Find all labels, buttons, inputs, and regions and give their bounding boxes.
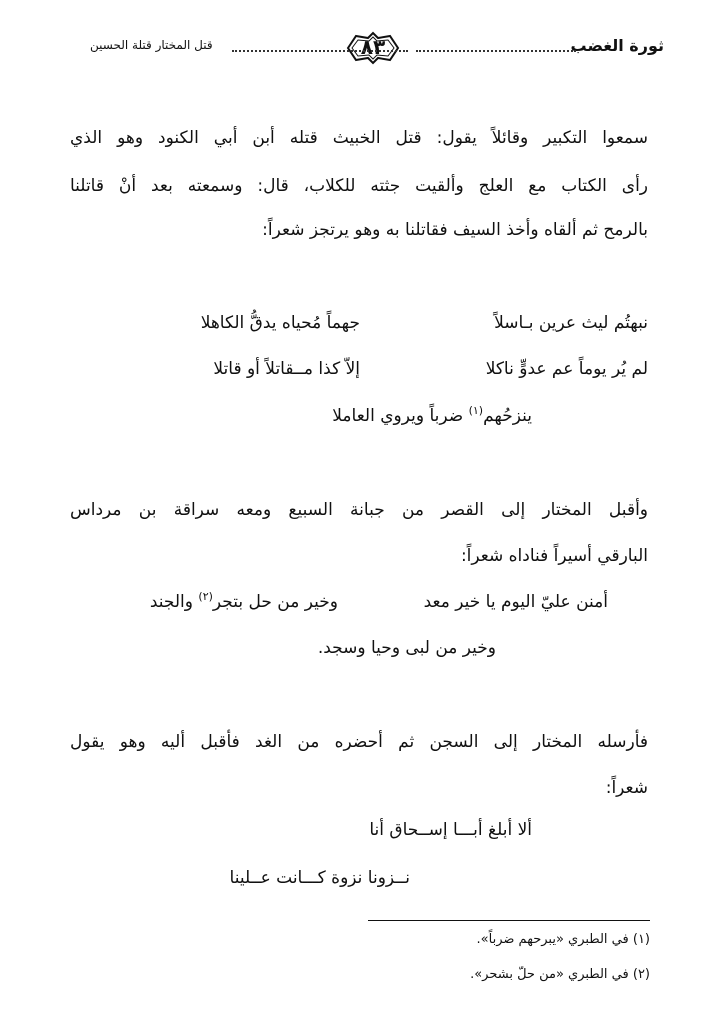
paragraph-line: رأى الكتاب مع العلج وألقيت جثته للكلاب، قال: وسمعته بعد أنْ قاتلنا: [70, 176, 648, 196]
paragraph-line: فأرسله المختار إلى السجن ثم أحضره من الغد فأقبل أليه وهو يقول: [70, 732, 648, 752]
verse-line: ألا أبلغ أبـــا إســحاق أنا: [369, 820, 532, 840]
paragraph-line: بالرمح ثم ألقاه وأخذ السيف فقاتلنا به وهو يرتجز شعراً:: [262, 220, 648, 240]
paragraph-line: البارقي أسيراً فناداه شعراً:: [460, 546, 648, 566]
verse-hemistich: نبهتُم ليث عرين بـاسلاً: [494, 313, 648, 333]
paragraph-line: شعراً:: [605, 778, 648, 798]
footnote-separator: [368, 920, 650, 921]
footnote: (٢) في الطبري «من حلّ بشحر».: [470, 967, 650, 982]
verse-hemistich: إلاّ كذا مــقاتلاً أو قاتلا: [213, 359, 360, 379]
verse-text: ينزحُهم: [483, 406, 532, 426]
verse-line: نــزونا نزوة كـــانت عــلينا: [229, 868, 410, 888]
page-number-ornament: [342, 30, 404, 66]
verse-text: وخير من حل بتجر: [212, 592, 338, 612]
verse-text: ضرباً ويروي العاملا: [332, 406, 464, 426]
running-header: [84, 30, 664, 66]
footnote-marker: (١): [468, 404, 484, 417]
header-dotted-leader-left: [232, 50, 408, 52]
verse-hemistich: جهماً مُحياه يدقُّ الكاهلا: [200, 313, 360, 333]
chapter-title: قتل المختار قتلة الحسين: [90, 38, 213, 52]
verse-text: والجند: [149, 592, 193, 612]
paragraph-line: سمعوا التكبير وقائلاً يقول: قتل الخبيث قتله أبن أبي الكنود وهو الذي: [70, 128, 648, 148]
verse-hemistich: أمنن عليّ اليوم يا خير معد: [423, 592, 608, 612]
header-dotted-leader-right: [416, 50, 576, 52]
footnote: (١) في الطبري «يبرحهم ضرباً».: [476, 932, 650, 947]
verse-line: وخير من لبى وحيا وسجد.: [317, 638, 496, 658]
footnote-marker: (٢): [198, 590, 213, 603]
page-number: ٨٣: [360, 35, 386, 59]
book-title: ثورة الغضب: [570, 36, 664, 55]
paragraph-line: وأقبل المختار إلى القصر من جبانة السبيع ومعه سراقة بن مرداس: [70, 500, 648, 520]
verse-line: [332, 404, 532, 426]
verse-hemistich: [149, 590, 338, 612]
verse-hemistich: لم يُر يوماً عم عدوٍّ ناكلا: [485, 359, 648, 379]
